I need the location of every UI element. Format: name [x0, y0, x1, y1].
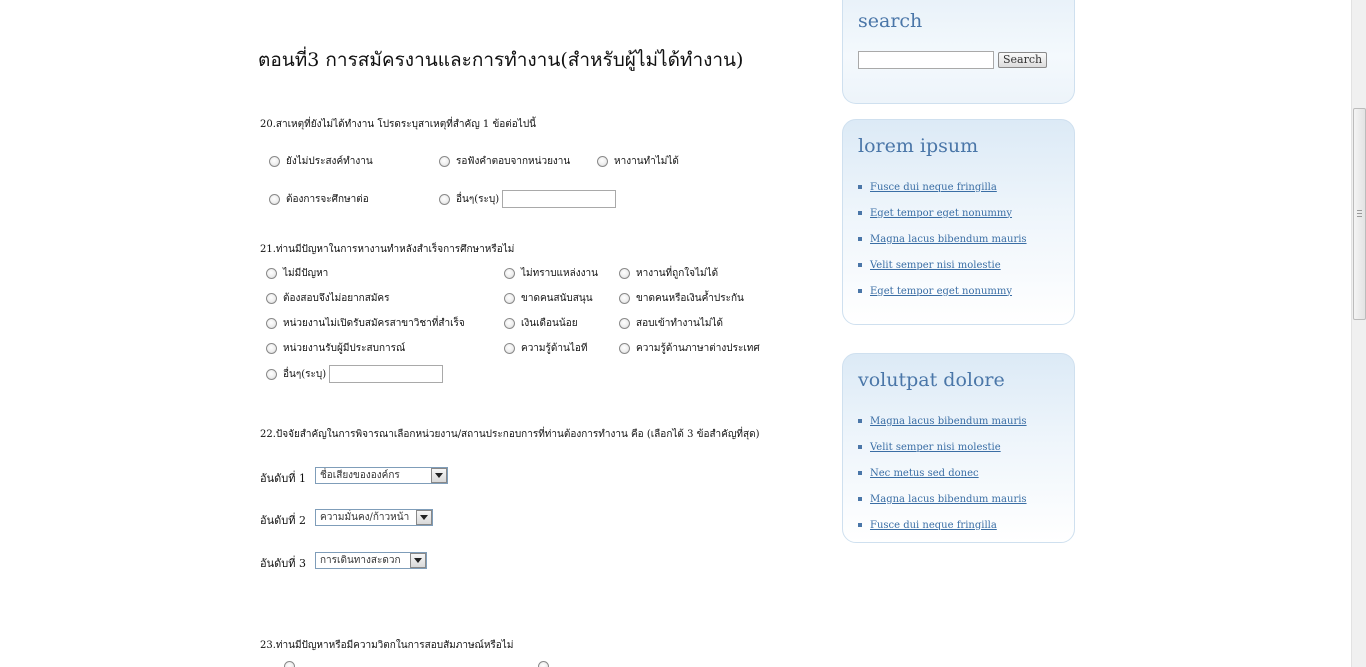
radio-button[interactable] [504, 343, 515, 354]
search-box [842, 0, 1075, 104]
radio-button[interactable] [504, 293, 515, 304]
q21-option-it-knowledge[interactable]: ความรู้ด้านไอที [504, 341, 587, 356]
bullet-icon [858, 445, 862, 449]
q21-option-low-salary[interactable]: เงินเดือนน้อย [504, 316, 578, 331]
radio-button[interactable] [504, 268, 515, 279]
sidebar-link[interactable]: Velit semper nisi molestie [870, 441, 1001, 453]
rank-2-label: อันดับที่ 2 [260, 514, 306, 527]
list-item [858, 434, 1027, 460]
bullet-icon [858, 471, 862, 475]
vertical-scrollbar[interactable] [1351, 0, 1366, 667]
bullet-icon [858, 211, 862, 215]
search-input[interactable] [858, 51, 994, 69]
q21-option-experience-required[interactable]: หน่วยงานรับผู้มีประสบการณ์ [266, 341, 405, 356]
q21-option-no-supporter[interactable]: ขาดคนสนับสนุน [504, 291, 593, 306]
radio-button[interactable] [439, 194, 450, 205]
q21-option-major-not-open[interactable]: หน่วยงานไม่เปิดรับสมัครสาขาวิชาที่สำเร็จ [266, 316, 465, 331]
q20-option-further-study[interactable]: ต้องการจะศึกษาต่อ [269, 192, 369, 207]
q20-other-input[interactable] [502, 190, 616, 208]
sidebar-link[interactable]: Magna lacus bibendum mauris [870, 493, 1027, 505]
list-item [858, 486, 1027, 512]
bullet-icon [858, 237, 862, 241]
q21-option-no-guarantor[interactable]: ขาดคนหรือเงินค้ำประกัน [619, 291, 744, 306]
list-item [858, 512, 1027, 538]
sidebar-link[interactable]: Magna lacus bibendum mauris [870, 415, 1027, 427]
list-item [858, 226, 1027, 252]
bullet-icon [858, 419, 862, 423]
q20-option-not-wanting-work[interactable]: ยังไม่ประสงค์ทำงาน [269, 154, 373, 169]
radio-button[interactable] [266, 343, 277, 354]
chevron-down-icon[interactable] [410, 553, 426, 568]
q21-option-foreign-language[interactable]: ความรู้ด้านภาษาต่างประเทศ [619, 341, 760, 356]
radio-button[interactable] [266, 293, 277, 304]
q21-option-failed-exam[interactable]: สอบเข้าทำงานไม่ได้ [619, 316, 723, 331]
q20-option-waiting-reply[interactable]: รอฟังคำตอบจากหน่วยงาน [439, 154, 570, 169]
radio-button[interactable] [266, 369, 277, 380]
page-title: ตอนที่3 การสมัครงานและการทำงาน(สำหรับผู้ไม่ได้ทำงาน) [258, 49, 744, 71]
radio-button[interactable] [269, 156, 280, 167]
volutpat-dolore-box [842, 353, 1075, 543]
scrollbar-thumb[interactable] [1353, 108, 1366, 320]
sidebar-link[interactable]: Eget tempor eget nonummy [870, 207, 1013, 219]
radio-button[interactable] [266, 268, 277, 279]
radio-button[interactable] [269, 194, 280, 205]
list-item [858, 174, 1027, 200]
grip-icon [1357, 210, 1362, 218]
radio-button[interactable] [439, 156, 450, 167]
q21-option-no-suitable-job[interactable]: หางานที่ถูกใจไม่ได้ [619, 266, 718, 281]
question-22-label: 22.ปัจจัยสำคัญในการพิจารณาเลือกหน่วยงาน/สถานประกอบการที่ท่านต้องการทำงาน คือ (เลือกได้ 3 ข้อสำคัญที่สุด) [260, 429, 760, 440]
rank-2-select[interactable]: ความมั่นคง/ก้าวหน้า [315, 509, 433, 526]
rank-3-label: อันดับที่ 3 [260, 557, 306, 570]
bullet-icon [858, 263, 862, 267]
sidebar-link[interactable]: Fusce dui neque fringilla [870, 181, 997, 193]
q21-other-input[interactable] [329, 365, 443, 383]
list-item [858, 460, 1027, 486]
q21-option-no-problem[interactable]: ไม่มีปัญหา [266, 266, 328, 281]
lorem-ipsum-links [858, 174, 1027, 304]
sidebar-link[interactable]: Velit semper nisi molestie [870, 259, 1001, 271]
question-21-label: 21.ท่านมีปัญหาในการหางานทำหลังสำเร็จการศึกษาหรือไม่ [260, 244, 515, 255]
rank-3-select[interactable]: การเดินทางสะดวก [315, 552, 427, 569]
chevron-down-icon[interactable] [416, 510, 432, 525]
question-23-label: 23.ท่านมีปัญหาหรือมีความวิตกในการสอบสัมภาษณ์หรือไม่ [260, 640, 514, 651]
radio-button[interactable] [538, 661, 549, 667]
sidebar-link[interactable]: Fusce dui neque fringilla [870, 519, 997, 531]
radio-button[interactable] [597, 156, 608, 167]
q21-option-other[interactable]: อื่นๆ(ระบุ) [266, 365, 443, 383]
list-item [858, 200, 1027, 226]
sidebar-link[interactable]: Eget tempor eget nonummy [870, 285, 1013, 297]
bullet-icon [858, 497, 862, 501]
q21-option-exam-required[interactable]: ต้องสอบจึงไม่อยากสมัคร [266, 291, 390, 306]
radio-button[interactable] [504, 318, 515, 329]
search-title: search [858, 10, 923, 32]
rank-1-select[interactable]: ชื่อเสียงขององค์กร [315, 467, 448, 484]
volutpat-dolore-title: volutpat dolore [858, 369, 1005, 391]
lorem-ipsum-title: lorem ipsum [858, 135, 979, 157]
radio-button[interactable] [619, 268, 630, 279]
bullet-icon [858, 523, 862, 527]
lorem-ipsum-box [842, 119, 1075, 325]
list-item [858, 408, 1027, 434]
q20-option-cannot-find-job[interactable]: หางานทำไม่ได้ [597, 154, 679, 169]
list-item [858, 278, 1027, 304]
chevron-down-icon[interactable] [431, 468, 447, 483]
q20-option-other[interactable]: อื่นๆ(ระบุ) [439, 190, 616, 208]
radio-button[interactable] [619, 293, 630, 304]
question-20-label: 20.สาเหตุที่ยังไม่ได้ทำงาน โปรดระบุสาเหตุที่สำคัญ 1 ข้อต่อไปนี้ [260, 119, 537, 130]
radio-button[interactable] [284, 661, 295, 667]
volutpat-dolore-links [858, 408, 1027, 538]
sidebar-link[interactable]: Nec metus sed donec [870, 467, 979, 479]
radio-button[interactable] [266, 318, 277, 329]
radio-button[interactable] [619, 343, 630, 354]
rank-1-label: อันดับที่ 1 [260, 472, 306, 485]
search-button[interactable]: Search [998, 52, 1047, 68]
bullet-icon [858, 185, 862, 189]
q21-option-unknown-source[interactable]: ไม่ทราบแหล่งงาน [504, 266, 598, 281]
main-content [258, 0, 818, 667]
sidebar-link[interactable]: Magna lacus bibendum mauris [870, 233, 1027, 245]
list-item [858, 252, 1027, 278]
bullet-icon [858, 289, 862, 293]
radio-button[interactable] [619, 318, 630, 329]
